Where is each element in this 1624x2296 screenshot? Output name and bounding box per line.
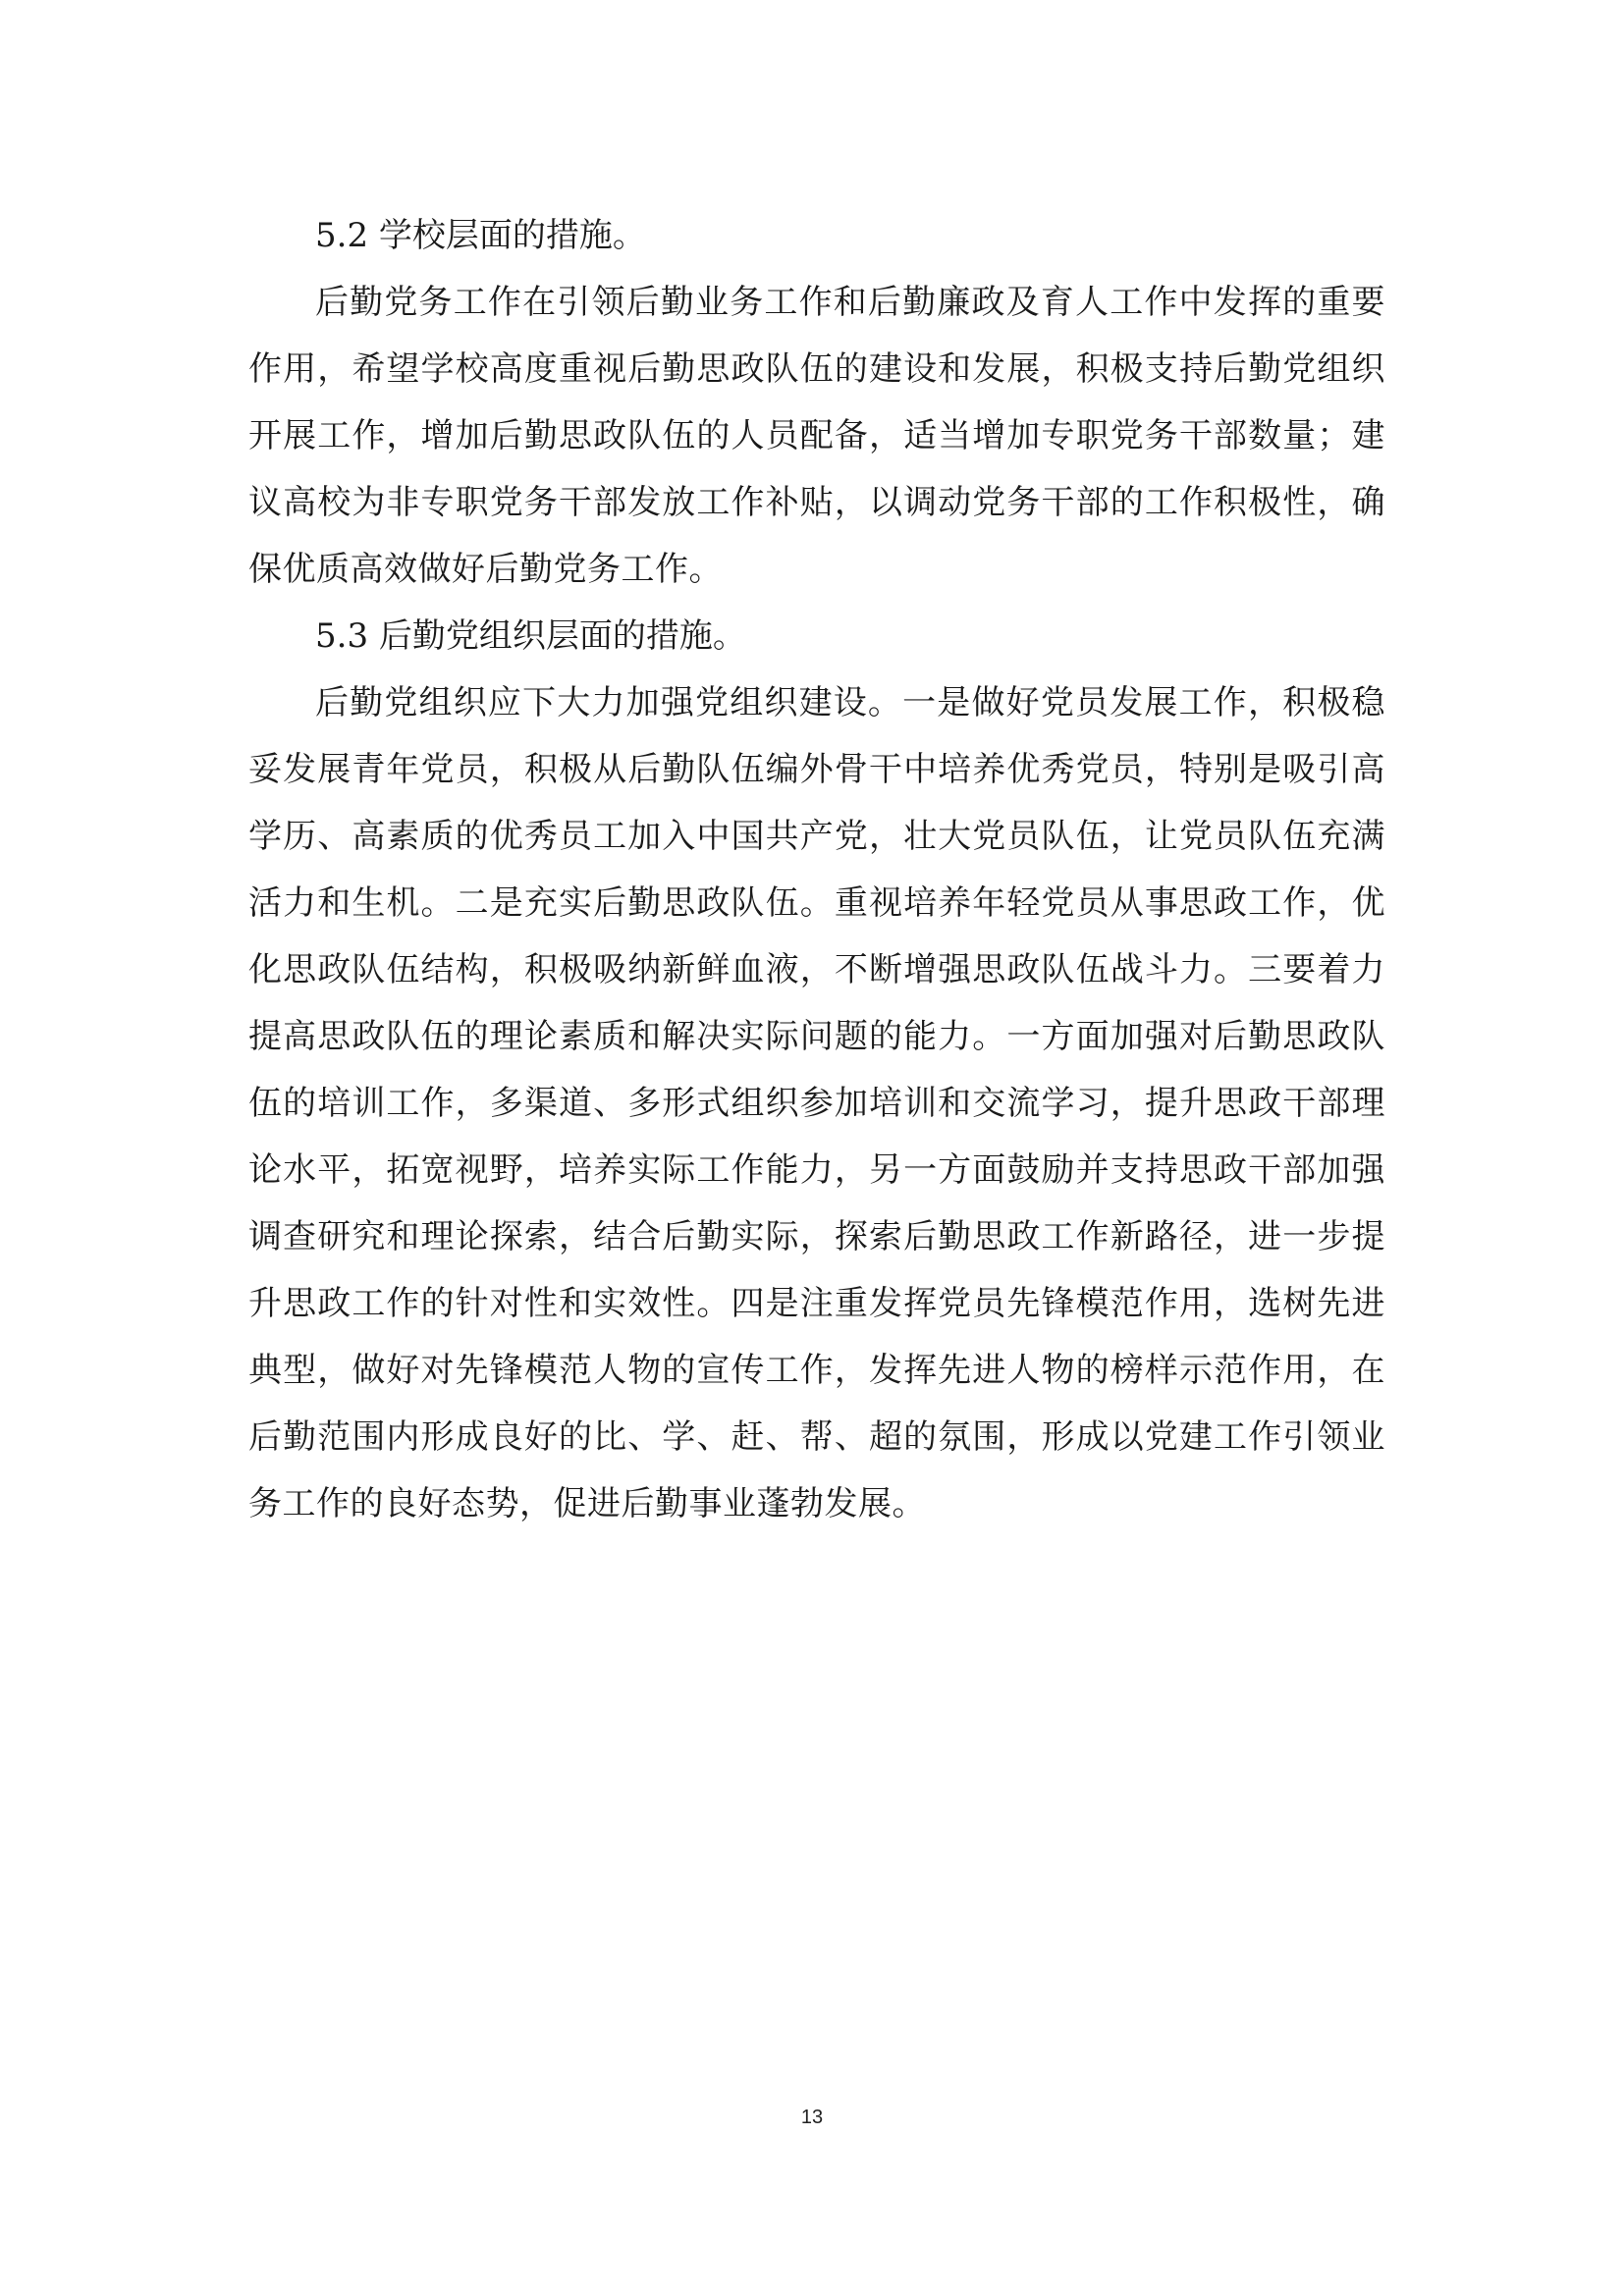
section-paragraph-5-3: 后勤党组织应下大力加强党组织建设。一是做好党员发展工作，积极稳妥发展青年党员，积极从后勤队伍编外骨干中培养优秀党员，特别是吸引高学历、高素质的优秀员工加入中国共产党，壮大党员队伍，让党员队伍充满活力和生机。二是充实后勤思政队伍。重视培养年轻党员从事思政工作，优化思政队伍结构，积极吸纳新鲜血液，不断增强思政队伍战斗力。三要着力提高思政队伍的理论素质和解决实际问题的能力。一方面加强对后勤思政队伍的培训工作，多渠道、多形式组织参加培训和交流学习，提升思政干部理论水平，拓宽视野，培养实际工作能力，另一方面鼓励并支持思政干部加强调查研究和理论探索，结合后勤实际，探索后勤思政工作新路径，进一步提升思政工作的针对性和实效性。四是注重发挥党员先锋模范作用，选树先进典型，做好对先锋模范人物的宣传工作，发挥先进人物的榜样示范作用，在后勤范围内形成良好的比、学、赶、帮、超的氛围，形成以党建工作引领业务工作的良好态势，促进后勤事业蓬勃发展。 — [248, 683, 1385, 1523]
section-heading-5-3: 5.3 后勤党组织层面的措施。 — [315, 616, 746, 656]
section-paragraph-5-2: 后勤党务工作在引领后勤业务工作和后勤廉政及育人工作中发挥的重要作用，希望学校高度重视后勤思政队伍的建设和发展，积极支持后勤党组织开展工作，增加后勤思政队伍的人员配备，适当增加专职党务干部数量；建议高校为非专职党务干部发放工作补贴，以调动党务干部的工作积极性，确保优质高效做好后勤党务工作。 — [248, 283, 1385, 589]
document-body — [248, 202, 1385, 1537]
section-heading-5-2: 5.2 学校层面的措施。 — [315, 216, 646, 255]
page-number: 13 — [800, 2107, 824, 2128]
